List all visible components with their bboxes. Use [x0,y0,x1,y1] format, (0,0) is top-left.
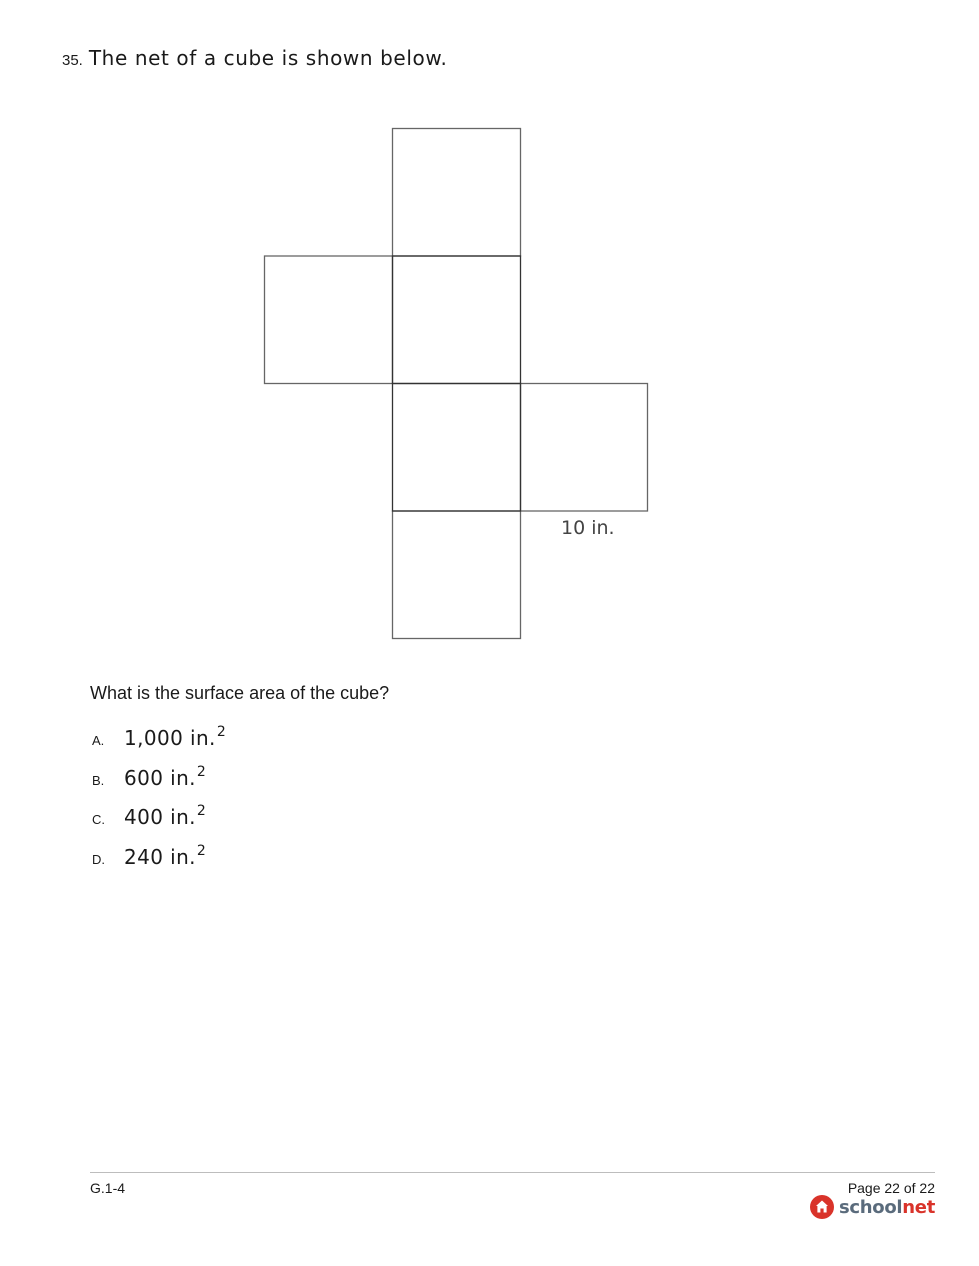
choice-letter: A. [92,733,105,748]
net-face-right [521,384,648,512]
choice-exponent: 2 [196,803,206,820]
choice-letter: D. [92,852,105,868]
choice-exponent: 2 [196,843,206,860]
net-face-center-lower [393,384,521,512]
choice-exponent: 2 [196,763,206,780]
schoolnet-logo [809,1194,935,1220]
net-face-bottom [393,511,521,639]
net-face-top [393,129,521,257]
choice-c[interactable] [92,805,226,845]
net-face-center-upper [393,256,521,384]
footer-divider [90,1172,935,1173]
question-prompt: The net of a cube is shown below. [88,46,448,70]
choice-b[interactable] [92,763,226,806]
choice-value: 600 in. [124,765,196,790]
house-icon [809,1194,835,1220]
standard-code: G.1-4 [90,1180,126,1196]
brand-name-part-1: school [838,1196,903,1218]
choice-exponent: 2 [216,724,226,740]
net-face-left [265,256,393,384]
choice-value: 240 in. [124,845,196,870]
question-header [62,46,447,70]
choice-letter: B. [92,772,105,788]
choice-a[interactable] [92,726,226,766]
answer-choices [92,726,226,885]
brand-name-part-2: net [902,1196,935,1218]
choice-d[interactable] [92,845,226,885]
choice-value: 1,000 in. [124,726,216,750]
dimension-label: 10 in. [561,517,615,539]
brand-name [839,1197,935,1218]
page-number: Page 22 of 22 [847,1180,935,1196]
choice-letter: C. [92,812,105,828]
choice-value: 400 in. [124,805,196,830]
question-number: 35. [62,52,83,69]
question-text: What is the surface area of the cube? [90,683,390,703]
